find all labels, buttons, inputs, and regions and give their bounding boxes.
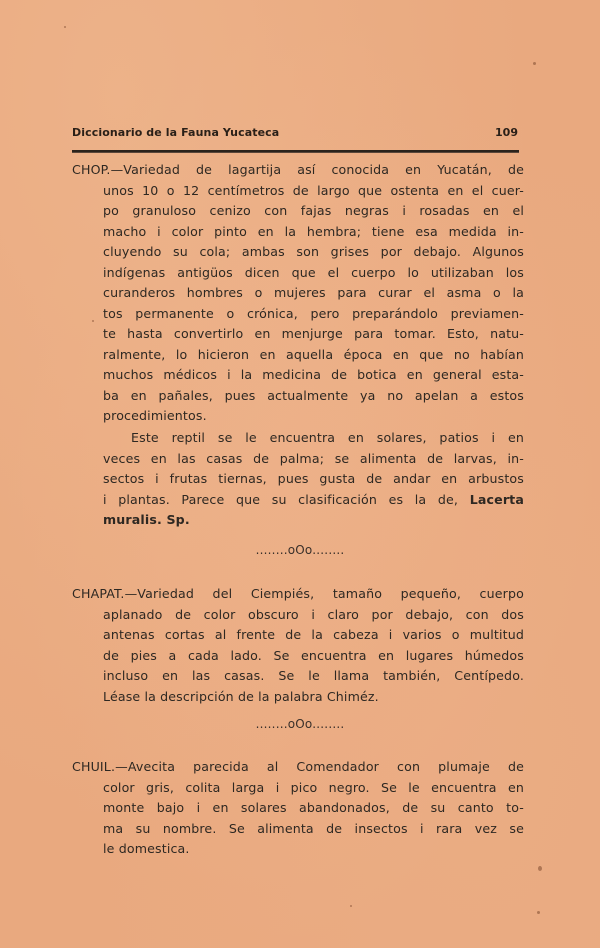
header-rule (72, 150, 519, 153)
entry-line: macho i color pinto en la hembra; tiene esa medida in- (103, 223, 524, 239)
dictionary-entry-chop-paragraph-2 (72, 428, 524, 531)
entry-line: ralmente, lo hicieron en aquella época en que no habían (103, 346, 524, 362)
paper-speck (537, 911, 540, 914)
running-header (72, 126, 518, 139)
entry-line (72, 757, 524, 778)
entry-line: veces en las casas de palma; se alimenta de larvas, in- (103, 450, 524, 466)
entry-text: i plantas. Parece que su clasificación es la de, (103, 491, 459, 507)
entry-line: le domestica. (103, 841, 190, 856)
entry-line: procedimientos. (103, 408, 207, 423)
dictionary-entry-chuil (72, 757, 524, 860)
entry-line: tos permanente o crónica, pero preparándolo previamen- (103, 305, 524, 321)
entry-line: ba en pañales, pues actualmente ya no apelan a estos (103, 387, 524, 403)
headword: CHUIL. (72, 759, 116, 774)
scientific-name: muralis. Sp. (103, 512, 190, 527)
entry-line: monte bajo i en solares abandonados, de su canto to- (103, 800, 524, 815)
running-title: Diccionario de la Fauna Yucateca (72, 126, 280, 139)
entry-text: —Variedad de lagartija así conocida en Yucatán, de (110, 162, 524, 177)
paper-speck (533, 62, 536, 65)
entry-line: color gris, colita larga i pico negro. Se le encuentra en (103, 779, 524, 795)
paper-speck (64, 26, 66, 28)
entry-line: ma su nombre. Se alimenta de insectos i rara vez se (103, 820, 524, 836)
entry-line: Este reptil se le encuentra en solares, patios i en (131, 430, 524, 445)
entry-line: incluso en las casas. Se le llama también, Centípedo. (103, 668, 524, 683)
entry-line: curanderos hombres o mujeres para curar el asma o la (103, 285, 524, 300)
headword: CHAPAT. (72, 586, 125, 601)
section-separator: ........oOo........ (255, 717, 345, 731)
entry-line: Léase la descripción de la palabra Chiméz. (103, 688, 379, 704)
entry-line (72, 510, 524, 531)
entry-line: sectos i frutas tiernas, pues gusta de andar en arbustos (103, 471, 524, 486)
page-number: 109 (495, 126, 518, 139)
entry-line: indígenas antigüos dicen que el cuerpo lo utilizaban los (103, 264, 524, 280)
dictionary-entry-chapat (72, 584, 524, 707)
entry-line: aplanado de color obscuro i claro por debajo, con dos (103, 606, 524, 622)
entry-text: —Variedad del Ciempiés, tamaño pequeño, cuerpo (124, 586, 524, 601)
entry-line (72, 160, 524, 181)
paper-speck (350, 905, 352, 907)
dictionary-entry-chop (72, 160, 524, 427)
entry-line: cluyendo su cola; ambas son grises por debajo. Algunos (103, 244, 524, 259)
scientific-name: Lacerta (469, 491, 524, 507)
entry-line: muchos médicos i la medicina de botica en general esta- (103, 367, 524, 382)
entry-line: unos 10 o 12 centímetros de largo que ostenta en el cuer- (103, 182, 524, 198)
entry-line: te hasta convertirlo en menjurge para tomar. Esto, natu- (103, 326, 524, 341)
entry-line: de pies a cada lado. Se encuentra en lugares húmedos (103, 647, 524, 663)
entry-text: —Avecita parecida al Comendador con plumaje de (115, 759, 524, 774)
entry-line: antenas cortas al frente de la cabeza i varios o multitud (103, 627, 524, 642)
paper-speck (538, 866, 542, 871)
entry-line (72, 584, 524, 605)
section-separator: ........oOo........ (255, 543, 345, 557)
headword: CHOP. (72, 162, 111, 177)
entry-line (72, 490, 524, 511)
entry-line: po granuloso cenizo con fajas negras i rosadas en el (103, 203, 524, 218)
